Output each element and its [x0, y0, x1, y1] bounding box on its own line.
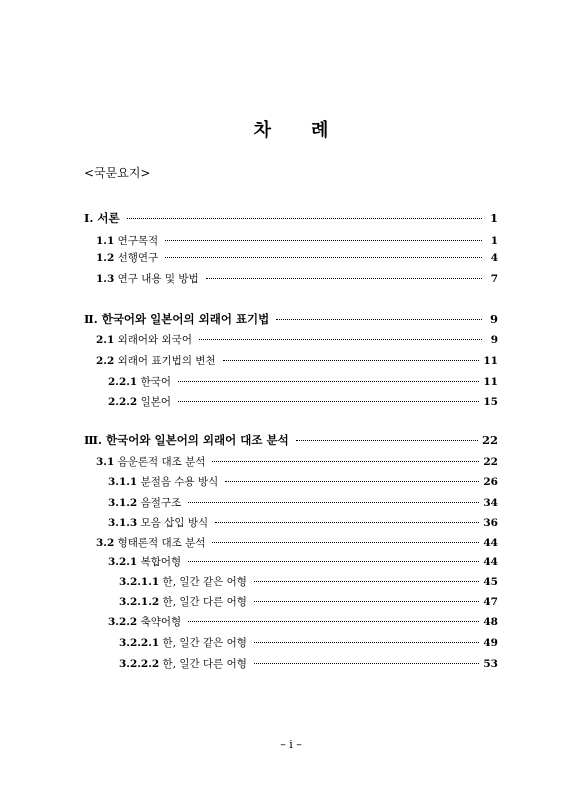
toc-entry-title: 분절음 수용 방식 [140, 476, 219, 488]
toc-entry-page: 45 [483, 576, 498, 588]
toc-entry-title: 외래어 표기법의 변천 [117, 355, 216, 367]
toc-entry-number: 1.3 [96, 273, 115, 285]
toc-entry-number: 2.2 [96, 355, 115, 367]
toc-entry [84, 311, 498, 327]
toc-entry-number: Ⅱ. [84, 312, 98, 326]
toc-entry-title: 모음 삽입 방식 [140, 517, 209, 529]
title-char-2: 례 [311, 120, 329, 141]
toc-entry-title: 한국어와 일본어의 외래어 표기법 [101, 312, 270, 326]
toc-entry-title: 축약어형 [140, 616, 182, 628]
toc-entry-label [119, 656, 250, 671]
dot-leader [215, 522, 479, 523]
toc-entry-title: 형태론적 대조 분석 [117, 537, 206, 549]
toc-entry-page: 22 [483, 456, 498, 468]
toc-entry [84, 210, 498, 226]
toc-entry-number: 3.2.1.2 [119, 596, 160, 608]
toc-entry-page: 11 [483, 355, 498, 367]
toc-entry-number: 2.2.1 [108, 376, 138, 388]
toc-entry-title: 연구목적 [117, 235, 159, 247]
toc-entry-label [96, 535, 208, 550]
dot-leader [212, 461, 479, 462]
toc-entry [119, 594, 498, 609]
toc-entry-label [108, 374, 174, 389]
dot-leader [254, 642, 479, 643]
page-number-footer: – i – [280, 738, 302, 751]
toc-entry-label [108, 515, 211, 530]
toc-entry-title: 음절구조 [140, 497, 182, 509]
toc-entry [96, 535, 498, 550]
toc-entry [96, 353, 498, 368]
dot-leader [223, 360, 480, 361]
dot-leader [165, 257, 482, 258]
toc-entry-page: 4 [490, 252, 498, 264]
dot-leader [199, 339, 482, 340]
toc-entry-title: 일본어 [140, 396, 172, 408]
toc-entry [84, 432, 498, 448]
toc-entry-number: 3.2.1.1 [119, 576, 160, 588]
toc-entry-label [84, 210, 123, 226]
toc-entry-page: 53 [483, 658, 498, 670]
dot-leader [178, 381, 479, 382]
toc-entry-title: 한, 일간 다른 어형 [162, 658, 247, 670]
toc-entry-page: 9 [490, 334, 498, 346]
toc-entry-number: Ⅰ. [84, 211, 94, 225]
toc-entry-number: 1.2 [96, 252, 115, 264]
dot-leader [225, 481, 479, 482]
toc-entry-page: 36 [483, 517, 498, 529]
toc-entry-page: 34 [483, 497, 498, 509]
toc-entry [119, 635, 498, 650]
toc-entry-title: 한국어 [140, 376, 172, 388]
dot-leader [254, 601, 479, 602]
toc-entry-number: 3.2.1 [108, 556, 138, 568]
dot-leader [178, 401, 479, 402]
toc-entry-page: 22 [481, 433, 498, 447]
toc-entry-title: 한국어와 일본어의 외래어 대조 분석 [106, 433, 289, 447]
toc-entry-label [96, 454, 208, 469]
toc-entry-label [96, 233, 161, 248]
toc-entry-page: 26 [483, 476, 498, 488]
toc-entry-page: 1 [490, 235, 498, 247]
toc-entry-label [108, 614, 184, 629]
toc-entry-title: 한, 일간 같은 어형 [162, 637, 247, 649]
toc-entry-number: 3.1.2 [108, 497, 138, 509]
toc-entry-label [119, 574, 250, 589]
toc-entry-number: 3.2.2.2 [119, 658, 160, 670]
dot-leader [212, 542, 479, 543]
toc-entry-number: 3.2.2 [108, 616, 138, 628]
toc-entry-title: 연구 내용 및 방법 [117, 273, 199, 285]
toc-entry-number: 1.1 [96, 235, 115, 247]
toc-entry-label [108, 554, 184, 569]
toc-entry-label [108, 495, 184, 510]
dot-leader [188, 561, 479, 562]
toc-entry-label [119, 594, 250, 609]
toc-entry-number: 3.1.3 [108, 517, 138, 529]
toc-entry-page: 44 [483, 537, 498, 549]
dot-leader [188, 621, 479, 622]
toc-entry-title: 선행연구 [117, 252, 159, 264]
dot-leader [206, 278, 482, 279]
toc-entry-page: 49 [483, 637, 498, 649]
dot-leader [296, 440, 478, 441]
toc-entry-page: 1 [489, 211, 498, 225]
toc-entry-label [96, 332, 195, 347]
dot-leader [254, 581, 479, 582]
dot-leader [127, 218, 482, 219]
toc-entry-page: 11 [483, 376, 498, 388]
toc-entry [96, 454, 498, 469]
page-title [0, 116, 582, 142]
toc-entry [108, 374, 498, 389]
toc-entry-number: 2.1 [96, 334, 115, 346]
toc-entry-number: 3.1.1 [108, 476, 138, 488]
toc-entry [96, 250, 498, 265]
abstract-label: <국문요지> [84, 166, 151, 180]
toc-entry-title: 외래어와 외국어 [117, 334, 192, 346]
toc-entry-label [96, 271, 202, 286]
toc-entry [108, 474, 498, 489]
toc-entry-page: 7 [490, 273, 498, 285]
toc-entry [108, 495, 498, 510]
dot-leader [165, 240, 482, 241]
toc-entry-number: 3.1 [96, 456, 115, 468]
toc-entry-title: 서론 [97, 211, 120, 225]
toc-entry [108, 394, 498, 409]
toc-entry-label [96, 353, 219, 368]
toc-entry [108, 614, 498, 629]
toc-entry-label [96, 250, 161, 265]
toc-entry-label [84, 311, 272, 327]
toc-entry [96, 332, 498, 347]
toc-entry [108, 554, 498, 569]
dot-leader [276, 319, 482, 320]
toc-entry-label [119, 635, 250, 650]
toc-entry-title: 한, 일간 같은 어형 [162, 576, 247, 588]
toc-entry-label [108, 394, 174, 409]
toc-entry [108, 515, 498, 530]
toc-entry-page: 44 [483, 556, 498, 568]
toc-entry-label [108, 474, 221, 489]
title-char-1: 차 [253, 120, 271, 141]
toc-entry-number: 2.2.2 [108, 396, 138, 408]
toc-entry-title: 음운론적 대조 분석 [117, 456, 206, 468]
toc-entry [96, 233, 498, 248]
toc-entry-page: 48 [483, 616, 498, 628]
toc-entry [119, 574, 498, 589]
toc-entry-page: 47 [483, 596, 498, 608]
dot-leader [254, 663, 479, 664]
toc-entry [119, 656, 498, 671]
toc-entry-number: 3.2 [96, 537, 115, 549]
toc-entry-title: 한, 일간 다른 어형 [162, 596, 247, 608]
toc-entry-number: Ⅲ. [84, 433, 103, 447]
toc-entry-number: 3.2.2.1 [119, 637, 160, 649]
toc-entry [96, 271, 498, 286]
toc-entry-page: 15 [483, 396, 498, 408]
toc-entry-title: 복합어형 [140, 556, 182, 568]
dot-leader [188, 502, 479, 503]
toc-entry-label [84, 432, 292, 448]
toc-entry-page: 9 [489, 312, 498, 326]
